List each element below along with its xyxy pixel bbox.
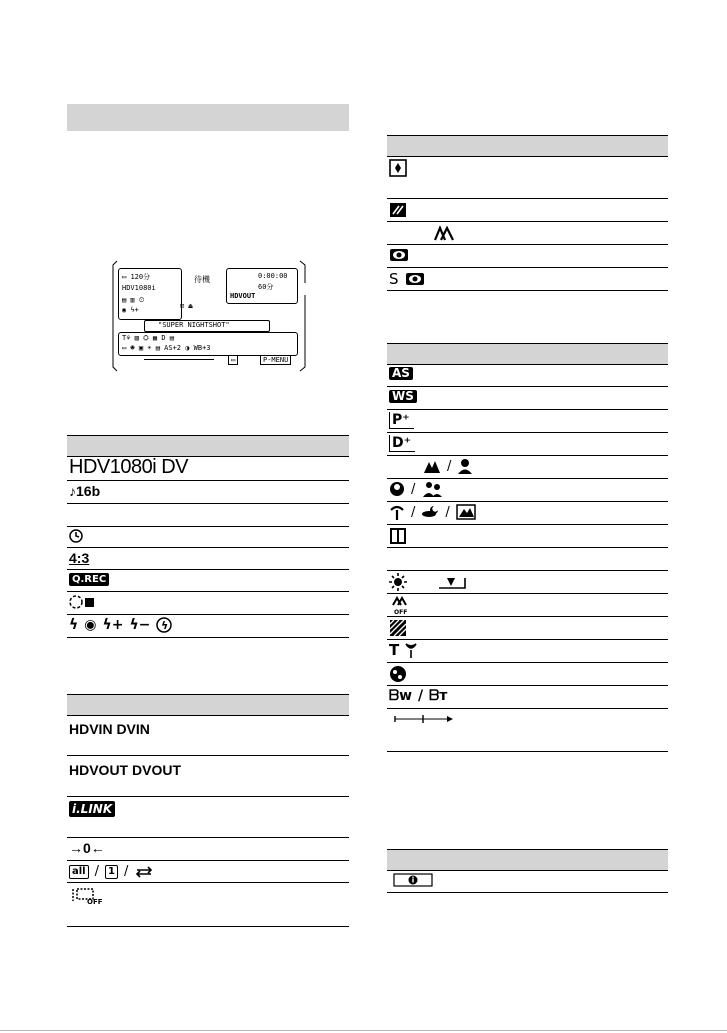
svg-text:OFF: OFF (87, 898, 103, 905)
table-row (387, 245, 668, 268)
svg-text:ᵥ: ᵥ (439, 224, 442, 231)
counter-readout: 0:00:00 (258, 272, 288, 280)
bottom-icons-row2: ▭ ☻ ▣ ☀ ▤ AS+2 ◑ WB+3 (122, 344, 211, 352)
flash-readout: ◉ ϟ+ (122, 306, 139, 314)
color-slow-shutter-icon (389, 665, 407, 683)
hdvout-dvout-icon: HDVOUT DVOUT (69, 762, 181, 778)
table-row (387, 686, 668, 709)
table-row (387, 410, 668, 433)
footer-rule (0, 1030, 727, 1031)
table-row (387, 870, 668, 893)
hdvout-readout: HDVOUT (230, 292, 256, 300)
spotlight-icon (389, 159, 407, 177)
hdv-dv-icon: HDV1080i DV (69, 456, 189, 478)
table-header (67, 435, 349, 457)
table-row (387, 199, 668, 222)
table-header (67, 694, 349, 716)
fader-icons: ᗷᴡ / ᗷᴛ (389, 688, 448, 704)
audio-16b-icon: ♪16b (69, 483, 101, 499)
aperture-icon (389, 202, 407, 218)
table-row (67, 570, 349, 592)
table-row (387, 594, 668, 617)
tele-macro-icon: T (389, 641, 417, 659)
zero-set-icon: →0← (69, 840, 105, 856)
ws-icon: WS (389, 390, 417, 403)
table-row (67, 481, 349, 504)
table-row (387, 571, 668, 594)
misc-icons: ▤ ▥ ⏲ (122, 296, 145, 304)
pmenu-button: P-MENU (260, 355, 291, 365)
bottom-icons-row1: T⚘ ▧ ⛭ ▦ D ▤ (122, 334, 174, 342)
table-row (67, 715, 349, 756)
lcd-backlight-off-icon (69, 885, 103, 905)
book-icon (389, 527, 407, 545)
mini-icon: ▭ (228, 355, 238, 365)
table-row (67, 883, 349, 927)
lcd-panel (118, 268, 298, 368)
scene-icons-1: / (389, 481, 443, 497)
table-row (387, 433, 668, 456)
interval-rec-icon (69, 594, 97, 610)
as-icon: AS (389, 367, 413, 380)
table-row (67, 504, 349, 527)
s-red-eye-icon: S (389, 270, 425, 288)
steady-shot-off-icon-2 (389, 595, 409, 615)
status-readout: 待機 (194, 275, 210, 284)
table-header (387, 343, 668, 365)
table-row (387, 364, 668, 387)
table-row (387, 525, 668, 548)
table-row (387, 709, 668, 752)
nightshot-label: "SUPER NIGHTSHOT" (158, 321, 230, 329)
table-header (387, 135, 668, 157)
table-row (387, 156, 668, 199)
table-row (387, 479, 668, 502)
table-row (387, 640, 668, 663)
table-row (387, 222, 668, 245)
table-row (387, 502, 668, 525)
table-row (387, 268, 668, 291)
remain-readout: 60分 (258, 283, 274, 291)
table-row (67, 548, 349, 570)
mid-icons: ⊡ ⏏ (180, 302, 193, 310)
table-row (67, 756, 349, 797)
table-row (67, 797, 349, 838)
flash-icons: ϟ ◉ ϟ+ ϟ− ϟ (69, 617, 172, 633)
table-row (387, 617, 668, 640)
format-readout: HDV1080i (122, 284, 156, 292)
hdvin-dvin-icon: HDVIN DVIN (69, 721, 150, 737)
zebra-icon (389, 619, 407, 637)
ilink-icon: i.LINK (69, 801, 115, 817)
table-row (67, 861, 349, 883)
table-row (67, 592, 349, 615)
table-row (67, 838, 349, 861)
battery-readout: ▭ 120分 (122, 273, 151, 281)
info-icon (393, 873, 433, 887)
p-effect-icon: P⁺ (389, 412, 414, 429)
zoom-bar-icon (393, 713, 455, 725)
table-row (387, 548, 668, 571)
svg-text:ϟ: ϟ (161, 619, 169, 632)
svg-text:OFF: OFF (394, 609, 408, 615)
white-balance-icons (389, 573, 467, 591)
red-eye-icon (389, 248, 409, 262)
repeat-icons: all / 1 / (69, 864, 154, 879)
section-header-bar (67, 104, 349, 131)
table-row (387, 663, 668, 686)
landscape-portrait-icons: / (423, 458, 473, 474)
ratio-43-icon: 4:3 (69, 550, 90, 566)
table-row (67, 615, 349, 638)
d-effect-icon: D⁺ (389, 435, 415, 452)
table-row (67, 456, 349, 481)
self-timer-icon (69, 529, 83, 543)
steady-shot-off-icon (433, 224, 455, 242)
table-header (387, 849, 668, 871)
table-row (67, 527, 349, 548)
scene-icons-2: / / (389, 504, 476, 520)
table-row (387, 456, 668, 479)
qrec-icon: Q.REC (69, 573, 109, 586)
table-row (387, 387, 668, 410)
